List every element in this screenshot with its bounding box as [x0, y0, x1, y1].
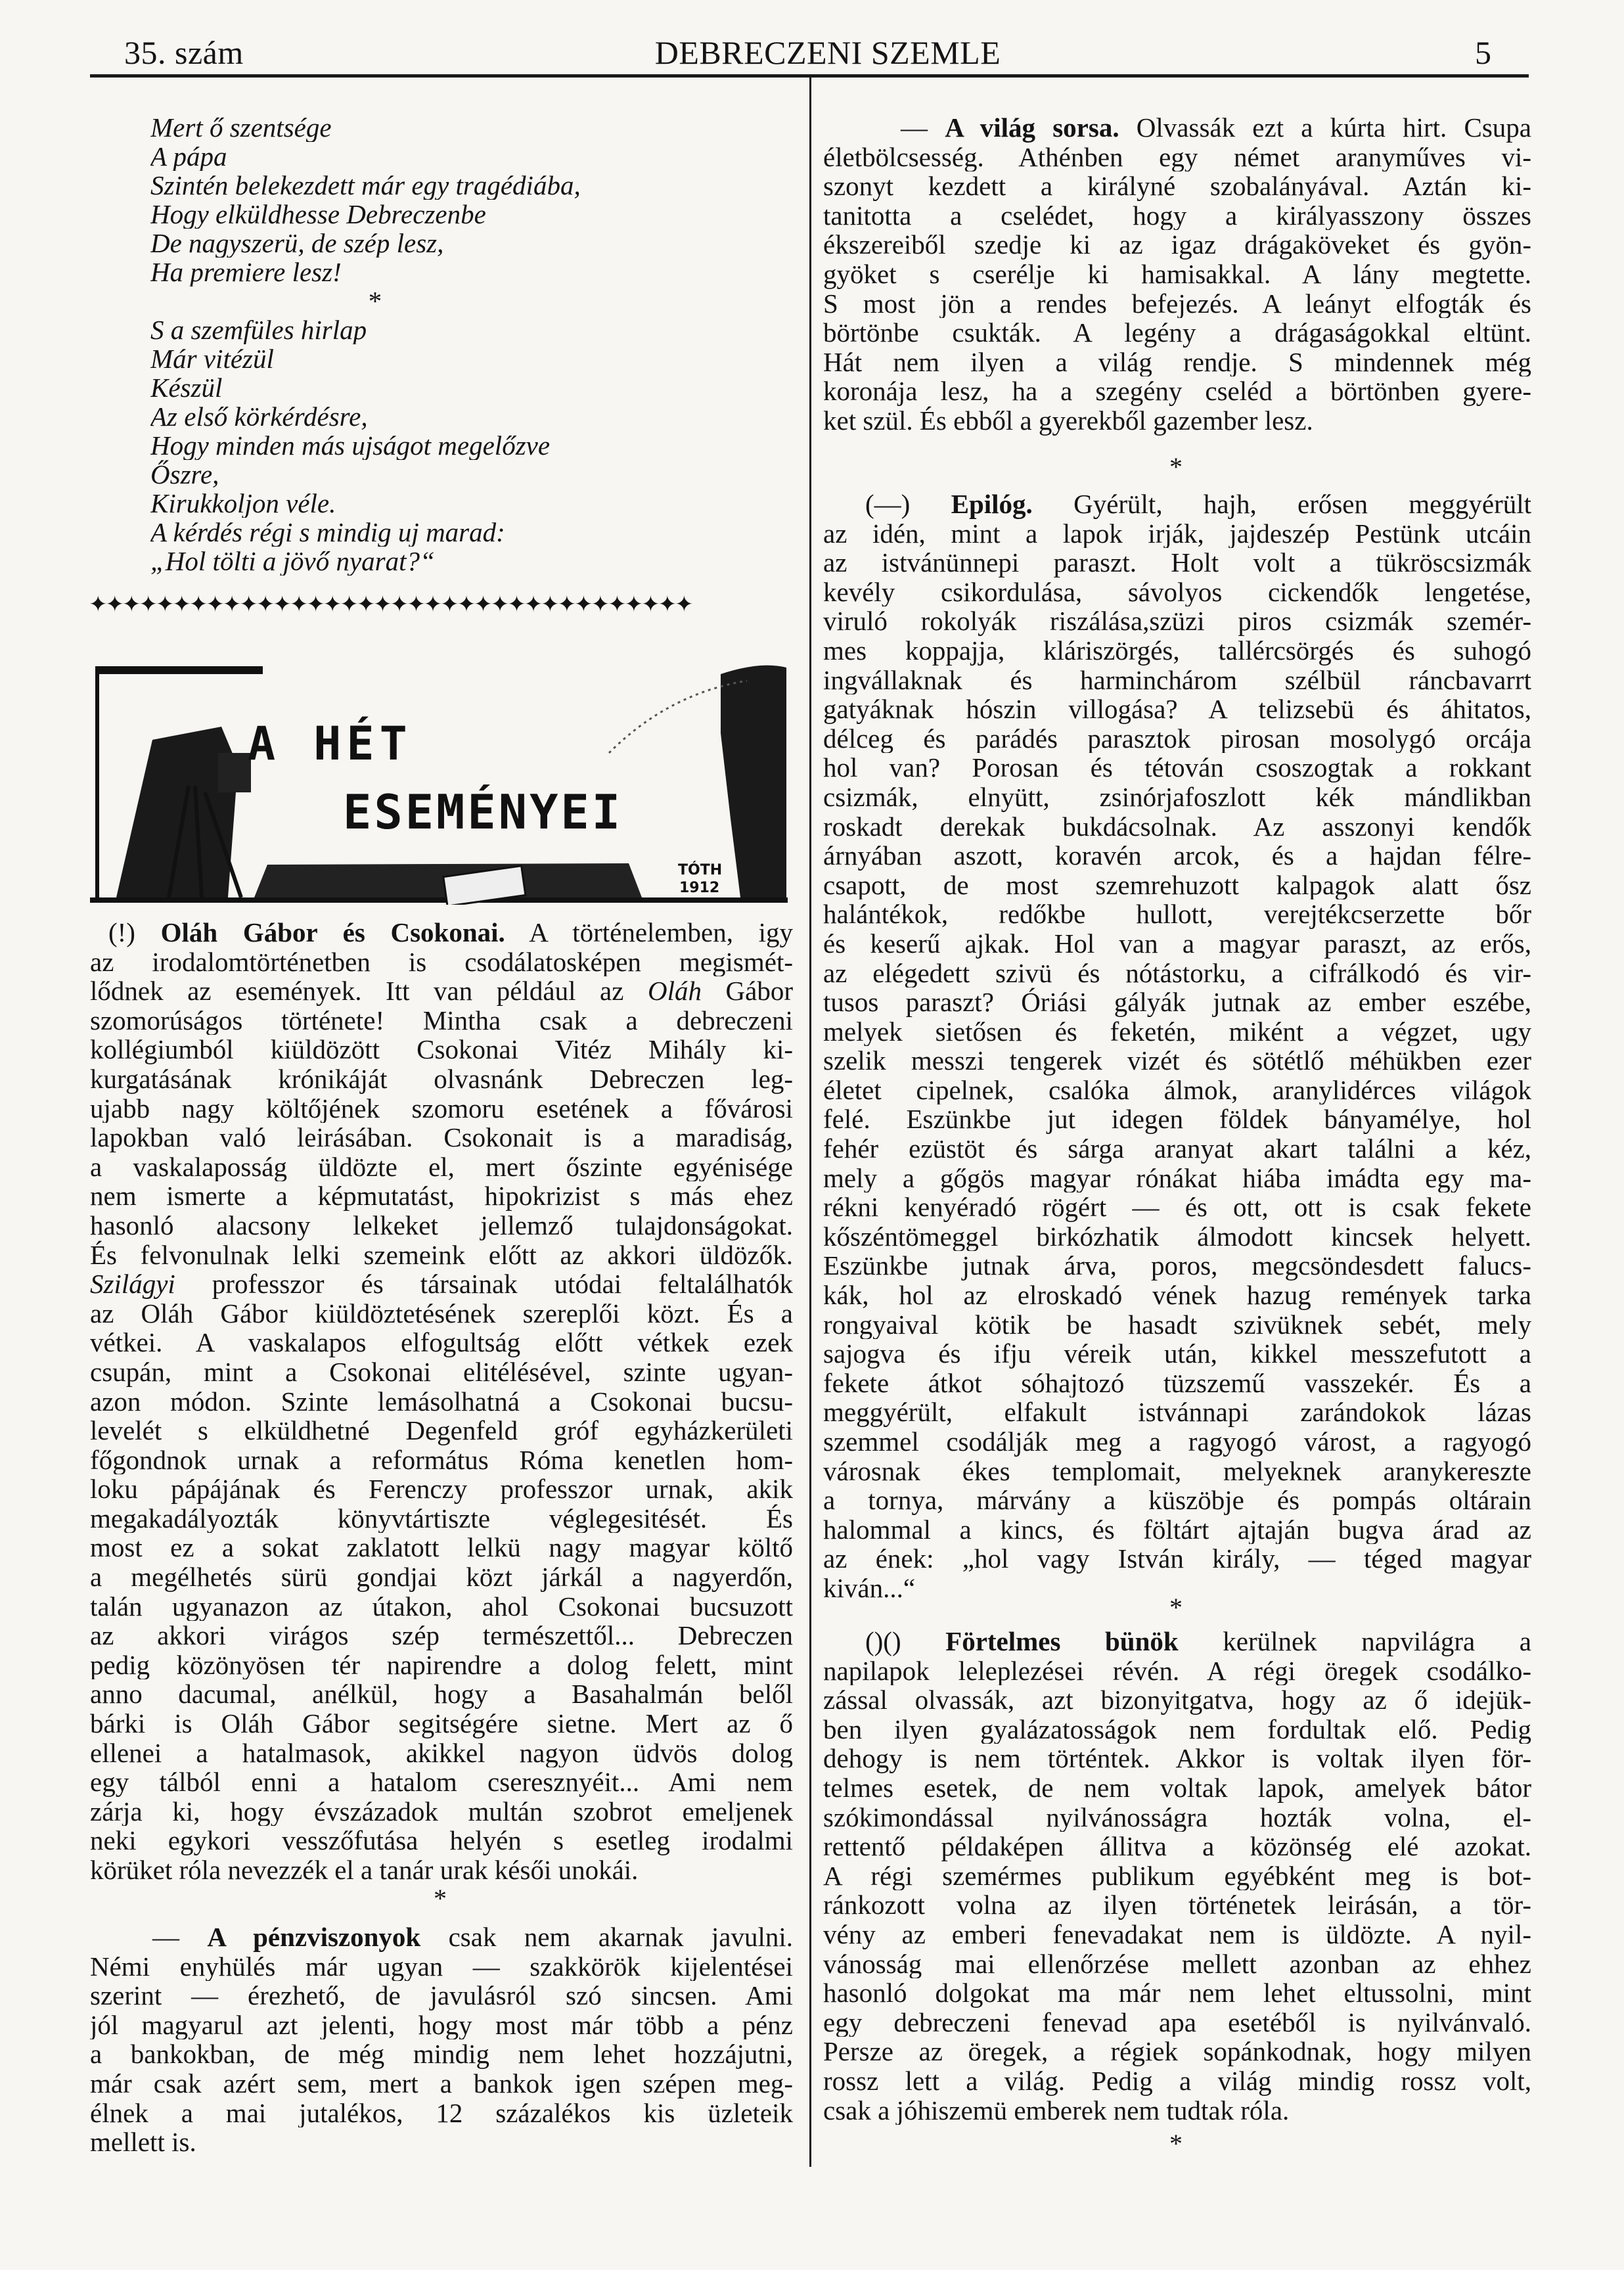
text-run: (—)	[865, 489, 951, 519]
poem	[150, 113, 794, 576]
text-line: azon módon. Szinte lemásolhatná a Csokonai bucsu-	[90, 1386, 793, 1417]
text-line: vény az emberi fenevadakat nem is üldözte. A nyil-	[823, 1919, 1531, 1949]
text-line: A pápa	[150, 142, 227, 171]
text-line: nem ismerte a képmutatást, hipokrizist s más ehez	[90, 1181, 793, 1211]
text-line: ránkozott volna az ilyen történetek leirásán, a tör-	[823, 1890, 1531, 1920]
text-line: a bankokban, de még mindig nem lehet hozzájutni,	[90, 2039, 793, 2069]
text-line: Szintén belekezdett már egy tragédiába,	[150, 171, 581, 200]
text-line: loku pápájának és Ferenczy professzor urnak, akik	[90, 1474, 793, 1504]
text-line: élnek a mai jutalékos, 12 százalékos kis üzleteik	[90, 2098, 793, 2128]
text-run: Gyérült, hajh, erősen meggyérült	[1032, 489, 1531, 519]
text-line: az istvánünnepi paraszt. Holt volt a tükröscsizmák	[823, 548, 1531, 578]
text-line: hol van? Porosan és tétován csoszogtak a rokkant	[823, 753, 1531, 783]
text-line: ingvállaknak és harminchárom szélbül ráncbavarrt	[823, 665, 1531, 695]
text-line: az irodalomtörténetben is csodálatosképen megismét-	[90, 947, 793, 977]
text-line: vétkei. A vaskalapos elfogultság előtt vétkek ezek	[90, 1328, 793, 1357]
text-line: Hogy minden más ujságot megelőzve	[150, 431, 551, 460]
text-line: hasonló alacsony lelkeket jellemző tulajdonságokat.	[90, 1210, 793, 1240]
text-line: anno dacumal, anélkül, hogy a Basahalmán belől	[90, 1679, 793, 1710]
text-line: a vaskalaposság üldözte el, mert őszinte egyénisége	[90, 1152, 793, 1182]
text-line: árnyában aszott, koravén arcok, és a hajdan félre-	[823, 841, 1531, 871]
text-line: tanitotta a cselédet, hogy a királyasszony összes	[823, 200, 1531, 231]
text-line: sajogva és ifju véreik után, kikkel messzefutott a	[823, 1339, 1531, 1369]
emphasis: Szilágyi	[90, 1269, 175, 1299]
page-number: 5	[1475, 34, 1492, 71]
frame-left	[95, 666, 99, 903]
frame-bottom	[90, 897, 788, 903]
separator-star: *	[1169, 452, 1183, 482]
text-line: És felvonulnak lelki szemeink előtt az akkori üldözők.	[90, 1240, 793, 1270]
text-line: ékszereiből szedje ki az igaz drágaköveket és gyön-	[823, 230, 1531, 260]
text-line: kiván...“	[823, 1573, 916, 1603]
text-run: Olvassák ezt a kúrta hirt. Csupa	[1119, 113, 1531, 143]
text-line: rossz lett a világ. Pedig a világ mindig rossz volt,	[823, 2066, 1531, 2096]
text-line: melyek sietősen és feketén, miként a végzet, ugy	[823, 1016, 1531, 1047]
separator-star: *	[434, 1884, 447, 1913]
text-line: Hogy elküldhesse Debreczenbe	[150, 200, 486, 229]
text-run: (!)	[108, 918, 161, 947]
text-run: csak nem akarnak javulni.	[420, 1922, 793, 1952]
text-line: szomorúságos története! Mintha csak a debreczeni	[90, 1005, 793, 1035]
text-line: jól magyarul azt jelenti, hogy most már több a pénz	[90, 2010, 793, 2040]
text-line: börtönbe csukták. A legény a drágaságokkal eltünt.	[823, 318, 1531, 348]
text-line: *	[367, 286, 381, 315]
article-heading: Oláh Gábor és Csokonai.	[160, 918, 505, 947]
text-line: a megélhetés sürü gondjai közt járkál a nagyerdőn,	[90, 1562, 793, 1592]
text-line: mes koppajja, kláriszörgés, tallércsörgés és suhogó	[823, 635, 1531, 666]
text-line: meggyérült, elfakult istvánnapi zarándokok lázas	[823, 1397, 1531, 1427]
text-line: pedig közönyösen tér napirendre a dolog felett, mint	[90, 1650, 793, 1680]
text-run: Gábor	[701, 976, 793, 1006]
text-run: —	[152, 1922, 208, 1952]
text-line: zással olvassák, azt bizonyitgatva, hogy az ő idejük-	[823, 1685, 1531, 1715]
text-line: csapott, de most szemrehuzott kalpagok alatt ősz	[823, 870, 1531, 900]
text-line: kák, hol az elroskadó vének hazug remények tarka	[823, 1281, 1531, 1310]
text-line: ben ilyen gyalázatosságok nem fordultak elő. Pedig	[823, 1714, 1531, 1744]
text-line: halommal a kincs, és föltárt ajtaján bugva árad az	[823, 1514, 1531, 1545]
text-line: mely a gőgös magyar rónákat hiába imádta egy ma-	[823, 1163, 1531, 1193]
text-line: az idén, mint a lapok irják, jajdeszép Pestünk utcáin	[823, 518, 1531, 549]
text-line: viruló rokolyák riszálása,szüzi piros csizmák szemér-	[823, 606, 1531, 636]
article-heading: A világ sorsa.	[945, 113, 1119, 143]
banner-title-line2: ESEMÉNYEI	[343, 784, 623, 840]
text-line: és keserű ajkak. Hol van a magyar paraszt, az erős,	[823, 928, 1531, 959]
frame-top-left	[95, 666, 263, 674]
text-line	[90, 1922, 793, 1952]
text-line: Némi enyhülés már ugyan — szakkörök kijelentései	[90, 1951, 793, 1982]
text-line	[823, 489, 1531, 519]
text-run: kerülnek napvilágra a	[1178, 1627, 1531, 1656]
text-line: neki egykori vesszőfutása helyén s esetleg irodalmi	[90, 1826, 793, 1855]
text-line: ellenei a hatalmasok, akikkel nagyon üdvös dolog	[90, 1738, 793, 1768]
text-line: most ez a sokat zaklatott lelkü nagy magyar költő	[90, 1533, 793, 1563]
text-line: gatyáknak hószin villogása? A telizsebü és áhitatos,	[823, 694, 1531, 724]
text-line: koronája lesz, ha a szegény cseléd a börtönben gyere-	[823, 376, 1531, 406]
text-line: városnak ékes templomait, melyeknek aranykereszte	[823, 1456, 1531, 1486]
text-line: dehogy is nem történtek. Akkor is voltak ilyen för-	[823, 1744, 1531, 1773]
article-vilag-sorsa	[823, 113, 1531, 436]
text-line	[823, 113, 1531, 143]
text-line: kevély csikordulása, sávolyos cickendők lengetése,	[823, 577, 1531, 607]
text-line: Hát nem ilyen a világ rendje. S mindennek még	[823, 347, 1531, 377]
text-line: megakadályozták könyvtártiszte véglegesitését. És	[90, 1503, 793, 1533]
banner-signature: TÓTH	[678, 862, 723, 878]
article-fortelmes-bunok	[823, 1627, 1531, 2125]
text-run: professzor és társainak utódai feltalálhatók	[175, 1269, 793, 1299]
text-line: S a szemfüles hirlap	[150, 315, 367, 344]
text-line: Az első körkérdésre,	[150, 402, 368, 431]
text-run: lődnek az események. Itt van például az	[90, 976, 648, 1006]
text-line: telmes esetek, de nem voltak lapok, amelyek bátor	[823, 1773, 1531, 1803]
text-line: kőszéntömeggel birkózhatik álmodott kincsek helyett.	[823, 1221, 1531, 1252]
text-line: De nagyszerü, de szép lesz,	[150, 229, 444, 258]
text-line: az akkori virágos szép természettől... Debreczen	[90, 1621, 793, 1650]
text-line	[90, 976, 793, 1006]
text-line: rettentő példaképen állitva a közönség elé azokat.	[823, 1832, 1531, 1861]
text-line: talán ugyanazon az útakon, ahol Csokonai bucsuzott	[90, 1591, 793, 1622]
text-line: ket szül. És ebből a gyerekből gazember lesz.	[823, 405, 1313, 436]
text-line: Persze az öregek, a régiek sopánkodnak, hogy milyen	[823, 2037, 1531, 2066]
text-line: napilapok leleplezései révén. A régi öregek csodálko-	[823, 1656, 1531, 1686]
text-line: Mert ő szentsége	[150, 113, 332, 142]
text-line: mellett is.	[90, 2127, 196, 2157]
separator-star: *	[1169, 1593, 1183, 1622]
text-line: szelik messzi tengerek vizét és sötétlő méhükben ezer	[823, 1046, 1531, 1076]
banner-illustration	[90, 654, 793, 905]
text-line: szonyt kezdett a királyné szobalányával. Aztán ki-	[823, 171, 1531, 201]
text-line: rékni kenyéradó rögért — és ott, ott is csak fekete	[823, 1192, 1531, 1222]
text-line: „Hol tölti a jövő nyarat?“	[150, 547, 435, 576]
text-line: szókimondással nyilvánosságra hozták volna, el-	[823, 1802, 1531, 1832]
article-heading: Förtelmes bünök	[945, 1627, 1179, 1656]
text-line: főgondnok urnak a református Róma kenetlen hom-	[90, 1445, 793, 1475]
text-line: Eszünkbe jutnak árva, poros, megcsöndesdett falucs-	[823, 1251, 1531, 1281]
text-line: szerint — érezhető, de javulásról szó sincsen. Ami	[90, 1981, 793, 2010]
article-olah-gabor	[90, 918, 793, 1885]
text-line: az Oláh Gábor kiüldöztetésének szereplői közt. És a	[90, 1298, 793, 1328]
text-line: hasonló dolgokat ma már nem lehet eltussolni, mint	[823, 1978, 1531, 2008]
text-line: Ha premiere lesz!	[150, 258, 342, 286]
camera-icon	[218, 753, 251, 792]
text-line: Kirukkoljon véle.	[150, 489, 336, 518]
text-line: zárja ki, hogy évszázadok multán szobrot emeljenek	[90, 1796, 793, 1827]
emphasis: Oláh	[647, 976, 702, 1006]
text-line: A kérdés régi s mindig uj marad:	[150, 518, 505, 547]
text-line: gyöket s cserélje ki hamisakkal. A lány megtette.	[823, 259, 1531, 289]
text-line: felé. Eszünkbe jut idegen földek bányamélye, hol	[823, 1104, 1531, 1135]
text-line: fekete átkot sóhajtozó tüzszemű vasszekér. És a	[823, 1368, 1531, 1398]
text-line: levelét s elküldhetné Degenfeld gróf egyházkerületi	[90, 1416, 793, 1445]
newspaper-title: DEBRECZENI SZEMLE	[654, 34, 1001, 71]
text-line: az elégedett szivü és nótástorku, a cifrálkodó és vir-	[823, 958, 1531, 988]
text-line: körüket róla nevezzék el a tanár urak késői unokái.	[90, 1855, 639, 1885]
text-line: az ének: „hol vagy István király, — téged magyar	[823, 1544, 1531, 1574]
text-line: délceg és parádés parasztok pirosan mosolygó orcája	[823, 723, 1531, 754]
text-line: S most jön a rendes befejezés. A leányt elfogták és	[823, 288, 1531, 319]
column-divider	[809, 78, 811, 2167]
text-line	[90, 1269, 793, 1299]
text-line	[90, 918, 793, 947]
text-run: ()()	[865, 1627, 946, 1656]
text-line: egy tálból enni a hatalom cseresznyéit... Ami nem	[90, 1767, 793, 1797]
text-line: A régi szemérmes publikum egyébként meg is bot-	[823, 1861, 1531, 1891]
banner-year: 1912	[679, 880, 720, 896]
text-line: ujabb nagy költőjének szomoru esetének a fővárosi	[90, 1093, 793, 1124]
article-heading: Epilóg.	[951, 489, 1033, 519]
text-line: csak a jóhiszemü emberek nem tudtak róla.	[823, 2095, 1290, 2125]
article-heading: A pénzviszonyok	[207, 1922, 421, 1952]
ornament-row: ✦✦✦✦✦✦✦✦✦✦✦✦✦✦✦✦✦✦✦✦✦✦✦✦✦✦✦✦✦✦✦✦✦✦✦✦	[89, 593, 692, 617]
text-line: életbölcsesség. Athénben egy német aranyműves vi-	[823, 142, 1531, 172]
text-line: kollégiumból kiüldözött Csokonai Vitéz Mihály ki-	[90, 1035, 793, 1064]
text-line	[823, 1627, 1531, 1656]
text-run: —	[901, 113, 945, 143]
text-line: már csak azért sem, mert a bankok igen szépen meg-	[90, 2068, 793, 2099]
issue-number: 35. szám	[124, 34, 244, 71]
text-line: Készül	[150, 373, 223, 402]
text-line: fehér ezüstöt és sárga aranyat akart találni a kéz,	[823, 1134, 1531, 1164]
separator-star: *	[1169, 2129, 1183, 2158]
text-line: lapokban való leirásában. Csokonait is a maradiság,	[90, 1123, 793, 1152]
text-line: kurgatásának krónikáját olvasnánk Debreczen leg-	[90, 1064, 793, 1094]
text-line: vánosság mai ellenőrzése mellett azonban az ehhez	[823, 1949, 1531, 1979]
text-line: csupán, mint a Csokonai elitélésével, szinte ugyan-	[90, 1357, 793, 1387]
text-line: bárki is Oláh Gábor segitségére sietne. Mert az ő	[90, 1709, 793, 1738]
text-run: A történelemben, igy	[505, 918, 793, 947]
text-line: tusos paraszt? Óriási gályák jutnak az ember eszébe,	[823, 987, 1531, 1017]
text-line: egy debreczeni fenevad apa esetéből is nyilvánvaló.	[823, 2007, 1531, 2037]
banner-title-line1: A HÉT	[248, 717, 413, 771]
text-line: életet cipelnek, csalóka álmok, aranylidérces világok	[823, 1075, 1531, 1105]
text-line: szemmel csodálják meg a ragyogó várost, a ragyogó	[823, 1427, 1531, 1457]
text-line: Őszre,	[150, 460, 219, 489]
article-epilog	[823, 489, 1531, 1603]
text-line: rongyaival kötik be hasadt szivüknek sebét, mely	[823, 1309, 1531, 1340]
text-line: halántékok, redőkbe hullott, verejtékcserzette bőr	[823, 899, 1531, 929]
text-line: a tornya, márvány a küszöbje és pompás oltárain	[823, 1486, 1531, 1515]
text-line: csizmák, elnyütt, zsinórjafoszlott kék mándlikban	[823, 782, 1531, 812]
article-penzviszonyok	[90, 1922, 793, 2157]
text-line: roskadt derekak bukdácsolnak. Az asszonyi kendők	[823, 811, 1531, 842]
text-line: Már vitézül	[150, 344, 274, 373]
